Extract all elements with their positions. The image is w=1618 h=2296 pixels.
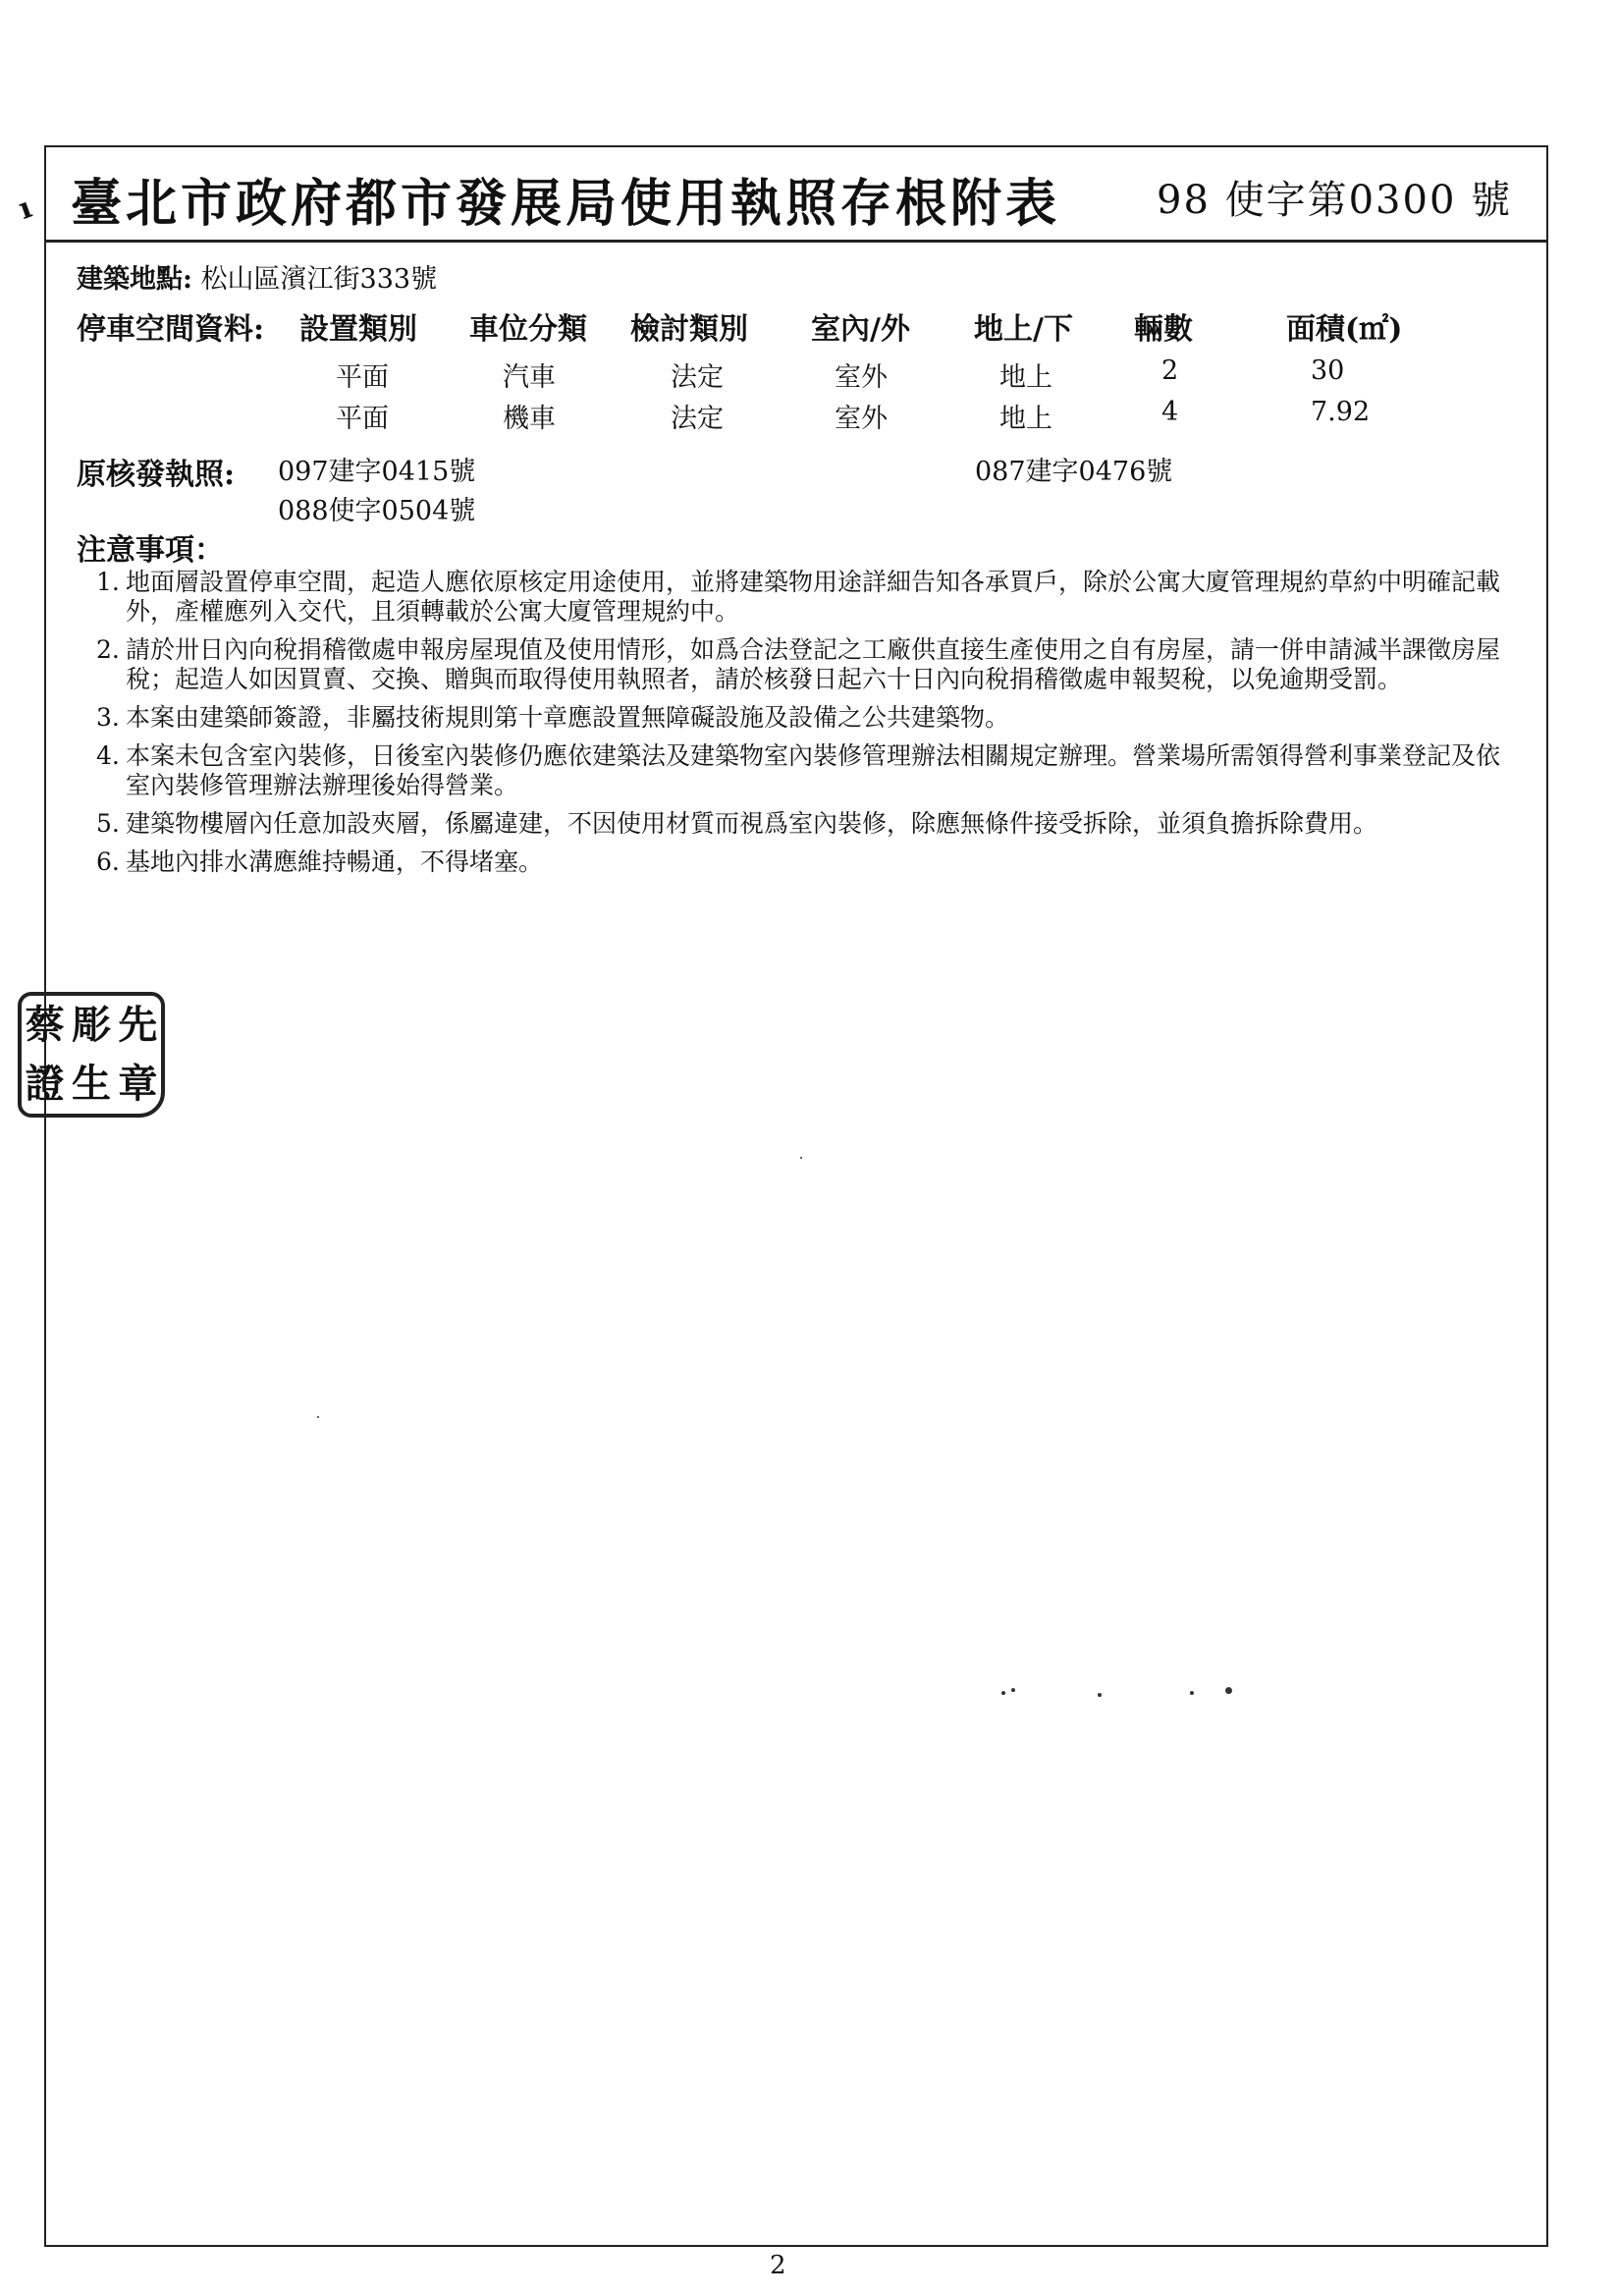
scan-speck — [317, 1416, 319, 1418]
note-text: 基地內排水溝應維持暢通，不得堵塞。 — [126, 847, 544, 876]
site-label: 建築地點: — [77, 264, 192, 295]
parking-r1-review: 法定 — [671, 362, 724, 393]
parking-col-type: 設置類別 — [299, 312, 417, 347]
seal-stamp — [18, 992, 165, 1118]
page-frame — [44, 145, 1548, 2247]
scan-speck — [1098, 1693, 1102, 1697]
seal-char: 蔡 — [25, 1002, 65, 1048]
parking-r1-count: 2 — [1161, 355, 1179, 386]
note-item — [96, 847, 1510, 877]
parking-col-indoor: 室內/外 — [811, 312, 910, 347]
scan-speck — [800, 1157, 802, 1159]
seal-char: 證 — [25, 1061, 65, 1107]
notes-heading: 注意事項： — [77, 533, 224, 568]
parking-r2-area: 7.92 — [1311, 397, 1371, 427]
parking-r1-type: 平面 — [336, 362, 389, 393]
note-number: 5. — [96, 809, 120, 838]
permit-number: 98 使字第0300 號 — [1157, 178, 1513, 223]
title-rule — [44, 240, 1548, 243]
original-permit-3: 087建字0476號 — [975, 457, 1173, 487]
notes-list — [96, 568, 1510, 886]
site-row — [77, 257, 437, 296]
original-permit-2: 088使字0504號 — [278, 496, 476, 526]
scan-speck — [1225, 1687, 1232, 1694]
parking-label: 停車空間資料: — [77, 312, 265, 347]
scan-speck — [1190, 1691, 1194, 1695]
seal-char: 章 — [118, 1061, 158, 1107]
note-text: 本案由建築師簽證，非屬技術規則第十章應設置無障礙設施及設備之公共建築物。 — [126, 703, 1010, 732]
seal-char: 彫 — [71, 1002, 111, 1048]
note-number: 4. — [96, 741, 120, 770]
parking-r2-count: 4 — [1161, 397, 1179, 427]
parking-r1-level: 地上 — [999, 362, 1052, 393]
note-number: 2. — [96, 635, 120, 664]
note-item — [96, 703, 1510, 733]
parking-r2-review: 法定 — [671, 404, 724, 434]
parking-col-level: 地上/下 — [974, 312, 1073, 347]
note-item — [96, 809, 1510, 839]
note-item — [96, 635, 1510, 694]
parking-col-count: 輛數 — [1134, 312, 1193, 347]
scan-speck — [1001, 1691, 1005, 1695]
document-title: 臺北市政府都市發展局使用執照存根附表 — [71, 174, 1061, 234]
original-permit-1: 097建字0415號 — [278, 457, 476, 487]
parking-col-area: 面積(㎡) — [1286, 312, 1403, 347]
note-text: 請於卅日內向稅捐稽徵處申報房屋現值及使用情形，如爲合法登記之工廠供直接生產使用之自有房屋，請一併申請減半課徵房屋稅；起造人如因買賣、交換、贈與而取得使用執照者，請於核發日起六十日內向稅捐稽徵處申報契稅，以免逾期受罰。 — [126, 635, 1501, 693]
page-number: 2 — [770, 2251, 786, 2280]
site-address: 松山區濱江街333號 — [200, 264, 438, 295]
note-number: 6. — [96, 847, 120, 876]
note-number: 1. — [96, 568, 120, 596]
note-item — [96, 568, 1510, 627]
parking-col-category: 車位分類 — [469, 312, 587, 347]
note-text: 建築物樓層內任意加設夾層，係屬違建，不因使用材質而視爲室內裝修，除應無條件接受拆除，並須負擔拆除費用。 — [126, 809, 1378, 838]
parking-r2-type: 平面 — [336, 404, 389, 434]
scan-speck — [1011, 1688, 1015, 1692]
parking-r1-area: 30 — [1311, 355, 1345, 386]
parking-col-review: 檢討類別 — [630, 312, 748, 347]
parking-r2-level: 地上 — [999, 404, 1052, 434]
parking-r2-category: 機車 — [503, 404, 556, 434]
seal-char: 生 — [71, 1061, 111, 1107]
parking-r1-category: 汽車 — [503, 362, 556, 393]
note-number: 3. — [96, 703, 120, 732]
parking-r1-indoor: 室外 — [835, 362, 888, 393]
parking-r2-indoor: 室外 — [835, 404, 888, 434]
note-text: 本案未包含室內裝修，日後室內裝修仍應依建築法及建築物室內裝修管理辦法相關規定辦理。營業場所需領得營利事業登記及依室內裝修管理辦法辦理後始得營業。 — [126, 741, 1501, 799]
note-item — [96, 741, 1510, 800]
original-permits-label: 原核發執照: — [77, 458, 236, 492]
corner-mark: ı — [14, 191, 37, 227]
seal-char: 先 — [118, 1002, 158, 1048]
note-text: 地面層設置停車空間，起造人應依原核定用途使用，並將建築物用途詳細告知各承買戶，除於公寓大廈管理規約草約中明確記載外，產權應列入交代，且須轉載於公寓大廈管理規約中。 — [126, 568, 1501, 626]
